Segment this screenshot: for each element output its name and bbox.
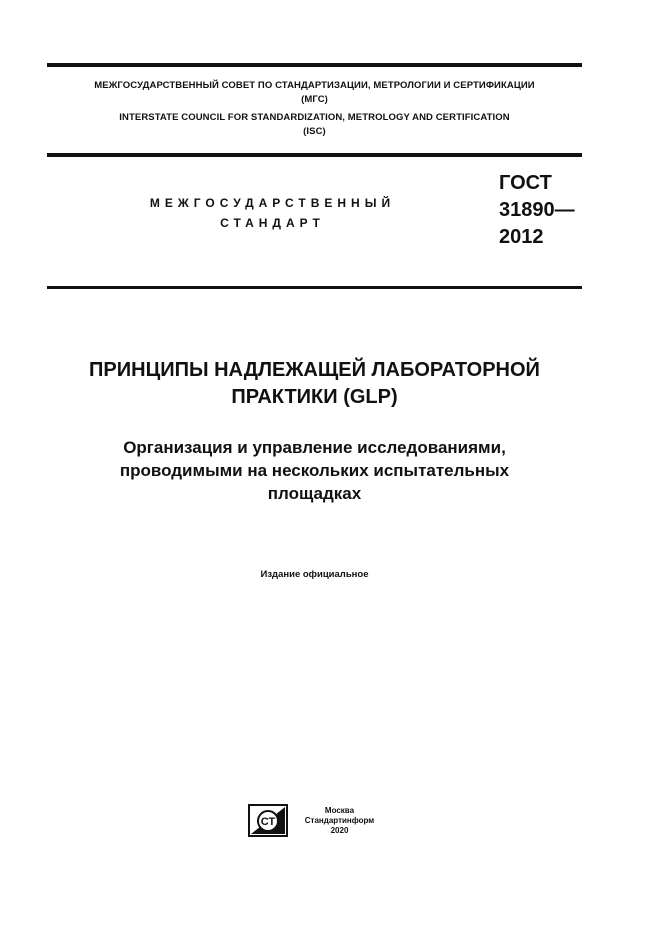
title-line2: ПРАКТИКИ (GLP) xyxy=(231,386,398,408)
subtitle-line1: Организация и управление исследованиями, xyxy=(123,438,506,457)
gost-year: 2012 xyxy=(499,226,544,248)
council-en-name: INTERSTATE COUNCIL FOR STANDARDIZATION, METROLOGY AND CERTIFICATION xyxy=(119,112,510,123)
standard-type xyxy=(140,193,405,233)
logo-text: СТ xyxy=(260,816,276,828)
publisher-year: 2020 xyxy=(330,826,349,835)
council-en xyxy=(47,111,582,139)
publisher-city: Москва xyxy=(324,806,355,815)
bottom-rule xyxy=(47,286,582,289)
council-en-abbr: (ISC) xyxy=(303,126,326,137)
standard-type-line1: МЕЖГОСУДАРСТВЕННЫЙ xyxy=(149,196,396,210)
subtitle-line3: площадках xyxy=(267,484,362,503)
standartinform-logo-icon xyxy=(248,804,288,837)
subtitle-line2: проводимыми на нескольких испытательных xyxy=(119,461,510,480)
council-ru-abbr: (МГС) xyxy=(301,94,328,105)
title-line1: ПРИНЦИПЫ НАДЛЕЖАЩЕЙ ЛАБОРАТОРНОЙ xyxy=(89,359,540,381)
standard-type-line2: СТАНДАРТ xyxy=(220,216,325,230)
gost-prefix: ГОСТ xyxy=(499,172,552,194)
top-rule xyxy=(47,63,582,67)
gost-designation xyxy=(499,170,575,251)
document-subtitle xyxy=(47,436,582,505)
council-header xyxy=(47,79,582,139)
council-ru-name: МЕЖГОСУДАРСТВЕННЫЙ СОВЕТ ПО СТАНДАРТИЗАЦИИ, МЕТРОЛОГИИ И СЕРТИФИКАЦИИ xyxy=(94,80,535,91)
publisher-name: Стандартинформ xyxy=(304,816,375,825)
publisher-imprint xyxy=(292,806,387,836)
gost-number: 31890— xyxy=(499,199,575,221)
document-title xyxy=(47,357,582,411)
middle-rule xyxy=(47,153,582,157)
council-ru xyxy=(47,79,582,107)
edition-note: Издание официальное xyxy=(260,569,369,580)
